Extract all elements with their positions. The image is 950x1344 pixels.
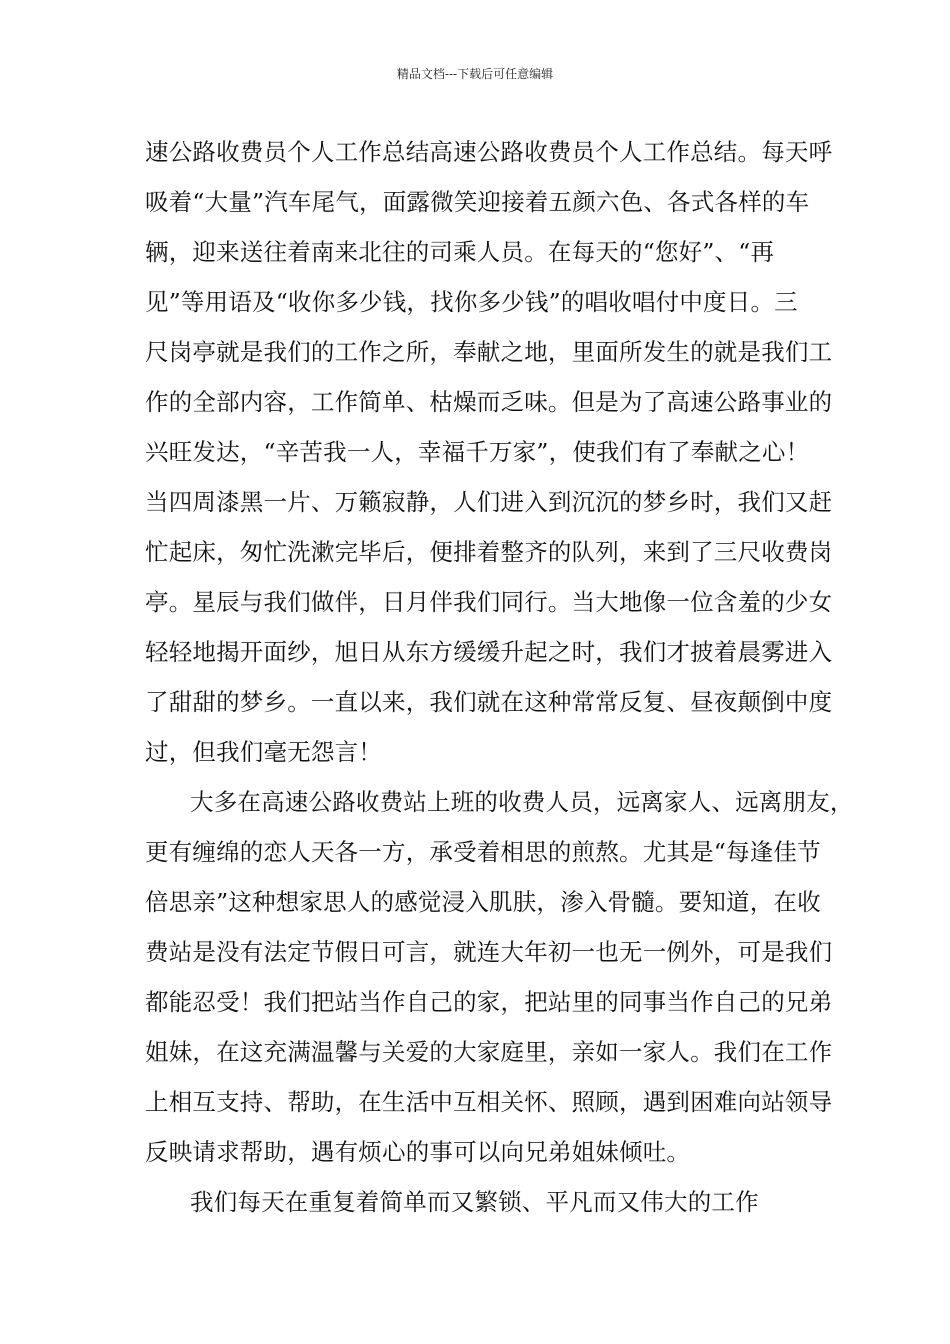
- text-line: 忙起床，匆忙洗漱完毕后，便排着整齐的队列，来到了三尺收费岗: [145, 538, 833, 566]
- text-line: 反映请求帮助，遇有烦心的事可以向兄弟姐妹倾吐。: [145, 1138, 691, 1166]
- paragraph-first-line: 大多在高速公路收费站上班的收费人员，远离家人、远离朋友，: [190, 788, 854, 816]
- text-line: 亭。星辰与我们做伴，日月伴我们同行。当大地像一位含羞的少女: [145, 588, 833, 616]
- text-line: 见”等用语及“收你多少钱，找你多少钱”的唱收唱付中度日。三: [145, 288, 798, 316]
- text-line: 倍思亲”这种想家思人的感觉浸入肌肤，渗入骨髓。要知道，在收: [145, 888, 821, 916]
- text-line: 更有缠绵的恋人天各一方，承受着相思的煎熬。尤其是“每逢佳节: [145, 838, 821, 866]
- text-line: 当四周漆黑一片、万籁寂静，人们进入到沉沉的梦乡时，我们又赶: [145, 488, 833, 516]
- text-line: 速公路收费员个人工作总结高速公路收费员个人工作总结。每天呼: [145, 138, 833, 166]
- text-line: 吸着“大量”汽车尾气，面露微笑迎接着五颜六色、各式各样的车: [145, 188, 810, 216]
- text-line: 辆，迎来送往着南来北往的司乘人员。在每天的“您好”、“再: [145, 238, 775, 266]
- text-line: 姐妹，在这充满温馨与关爱的大家庭里，亲如一家人。我们在工作: [145, 1038, 833, 1066]
- text-line: 过，但我们毫无怨言！: [145, 738, 382, 766]
- page-header: 精品文档---下载后可任意编辑: [396, 67, 554, 81]
- text-line: 轻轻地揭开面纱，旭日从东方缓缓升起之时，我们才披着晨雾进入: [145, 638, 833, 666]
- text-line: 上相互支持、帮助，在生活中互相关怀、照顾，遇到困难向站领导: [145, 1088, 833, 1116]
- text-line: 都能忍受！我们把站当作自己的家，把站里的同事当作自己的兄弟: [145, 988, 833, 1016]
- text-line: 了甜甜的梦乡。一直以来，我们就在这种常常反复、昼夜颠倒中度: [145, 688, 833, 716]
- text-line: 尺岗亭就是我们的工作之所，奉献之地，里面所发生的就是我们工: [145, 338, 833, 366]
- paragraph-first-line: 我们每天在重复着简单而又繁锁、平凡而又伟大的工作: [190, 1188, 759, 1216]
- text-line: 费站是没有法定节假日可言，就连大年初一也无一例外，可是我们: [145, 938, 833, 966]
- text-line: 兴旺发达，“辛苦我一人，幸福千万家”，使我们有了奉献之心！: [145, 438, 810, 466]
- text-line: 作的全部内容，工作简单、枯燥而乏味。但是为了高速公路事业的: [145, 388, 833, 416]
